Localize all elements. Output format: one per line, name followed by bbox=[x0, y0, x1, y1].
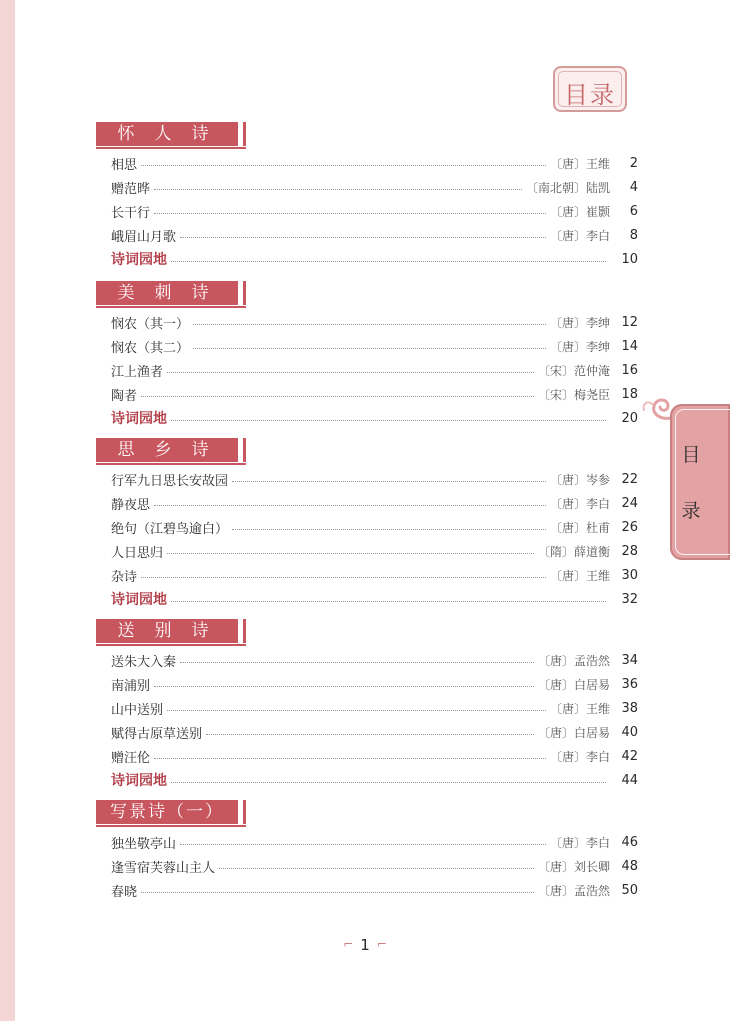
leader-dots bbox=[167, 710, 546, 711]
entry-author: 〔宋〕梅尧臣 bbox=[537, 387, 610, 402]
toc-entry[interactable] bbox=[111, 832, 638, 852]
entry-author: 〔唐〕白居易 bbox=[537, 725, 610, 740]
entry-author: 〔唐〕王维 bbox=[549, 568, 610, 583]
leader-dots bbox=[154, 758, 546, 759]
leader-dots bbox=[193, 324, 546, 325]
entry-page: 46 bbox=[621, 834, 638, 850]
entry-title: 诗词园地 bbox=[111, 773, 167, 789]
entry-page: 38 bbox=[621, 700, 638, 716]
section-title: 怀人诗 bbox=[117, 124, 229, 144]
toc-entry-garden[interactable] bbox=[111, 408, 638, 428]
entry-author: 〔唐〕李白 bbox=[549, 835, 610, 850]
page-title: 目录 bbox=[564, 81, 616, 109]
entry-page: 32 bbox=[621, 591, 638, 607]
toc-entry[interactable] bbox=[111, 517, 638, 537]
toc-title-stamp bbox=[553, 66, 627, 112]
leader-dots bbox=[154, 189, 522, 190]
entry-page: 18 bbox=[621, 386, 638, 402]
leader-dots bbox=[219, 868, 534, 869]
entry-title: 峨眉山月歌 bbox=[111, 229, 177, 245]
leader-dots bbox=[141, 577, 546, 578]
leader-dots bbox=[171, 601, 606, 602]
toc-entry[interactable] bbox=[111, 746, 638, 766]
leader-dots bbox=[180, 844, 546, 845]
leader-dots bbox=[167, 372, 534, 373]
entry-title: 诗词园地 bbox=[111, 411, 167, 427]
page-footer bbox=[0, 936, 730, 954]
entry-author: 〔唐〕李绅 bbox=[549, 315, 610, 330]
toc-entry[interactable] bbox=[111, 493, 638, 513]
entry-author: 〔唐〕李白 bbox=[549, 749, 610, 764]
section-title: 送别诗 bbox=[117, 621, 229, 641]
leader-dots bbox=[171, 261, 606, 262]
entry-page: 20 bbox=[621, 410, 638, 426]
entry-page: 28 bbox=[621, 543, 638, 559]
side-tab bbox=[670, 404, 730, 560]
entry-page: 6 bbox=[629, 203, 638, 219]
entry-page: 48 bbox=[621, 858, 638, 874]
entry-page: 42 bbox=[621, 748, 638, 764]
entry-title: 静夜思 bbox=[111, 497, 151, 513]
entry-title: 赠汪伦 bbox=[111, 750, 151, 766]
toc-entry[interactable] bbox=[111, 360, 638, 380]
toc-entry[interactable] bbox=[111, 312, 638, 332]
entry-title: 悯农（其一） bbox=[111, 316, 190, 332]
entry-page: 10 bbox=[621, 251, 638, 267]
entry-title: 赠范晔 bbox=[111, 181, 151, 197]
toc-entry[interactable] bbox=[111, 201, 638, 221]
entry-author: 〔唐〕崔颢 bbox=[549, 204, 610, 219]
entry-title: 山中送别 bbox=[111, 702, 164, 718]
entry-page: 30 bbox=[621, 567, 638, 583]
entry-page: 14 bbox=[621, 338, 638, 354]
leader-dots bbox=[206, 734, 534, 735]
section-header bbox=[96, 619, 246, 645]
entry-page: 4 bbox=[629, 179, 638, 195]
leader-dots bbox=[171, 782, 606, 783]
left-margin-band bbox=[0, 0, 15, 1021]
entry-title: 送朱大入秦 bbox=[111, 654, 177, 670]
entry-title: 杂诗 bbox=[111, 569, 138, 585]
page-number: 1 bbox=[360, 936, 370, 954]
entry-title: 诗词园地 bbox=[111, 252, 167, 268]
entry-page: 40 bbox=[621, 724, 638, 740]
leader-dots bbox=[167, 553, 534, 554]
toc-entry[interactable] bbox=[111, 674, 638, 694]
entry-page: 50 bbox=[621, 882, 638, 898]
toc-entry[interactable] bbox=[111, 722, 638, 742]
leader-dots bbox=[232, 529, 546, 530]
entry-title: 长干行 bbox=[111, 205, 151, 221]
leader-dots bbox=[180, 237, 546, 238]
entry-title: 相思 bbox=[111, 157, 138, 173]
entry-title: 赋得古原草送别 bbox=[111, 726, 203, 742]
entry-author: 〔唐〕杜甫 bbox=[549, 520, 610, 535]
entry-page: 24 bbox=[621, 495, 638, 511]
section-title: 思乡诗 bbox=[117, 440, 229, 460]
entry-title: 绝句（江碧鸟逾白） bbox=[111, 521, 229, 537]
entry-author: 〔宋〕范仲淹 bbox=[537, 363, 610, 378]
toc-entry[interactable] bbox=[111, 565, 638, 585]
entry-title: 独坐敬亭山 bbox=[111, 836, 177, 852]
leader-dots bbox=[141, 396, 534, 397]
leader-dots bbox=[154, 686, 534, 687]
entry-page: 16 bbox=[621, 362, 638, 378]
leader-dots bbox=[193, 348, 546, 349]
toc-entry-garden[interactable] bbox=[111, 249, 638, 269]
leader-dots bbox=[154, 505, 546, 506]
entry-author: 〔唐〕李白 bbox=[549, 228, 610, 243]
entry-author: 〔唐〕孟浩然 bbox=[537, 883, 610, 898]
entry-author: 〔唐〕王维 bbox=[549, 156, 610, 171]
entry-title: 人日思归 bbox=[111, 545, 164, 561]
entry-author: 〔唐〕岑参 bbox=[549, 472, 610, 487]
section-header bbox=[96, 800, 246, 826]
toc-entry[interactable] bbox=[111, 650, 638, 670]
entry-page: 12 bbox=[621, 314, 638, 330]
entry-author: 〔唐〕刘长卿 bbox=[537, 859, 610, 874]
entry-author: 〔唐〕孟浩然 bbox=[537, 653, 610, 668]
toc-entry[interactable] bbox=[111, 153, 638, 173]
section-title: 美刺诗 bbox=[117, 283, 229, 303]
leader-dots bbox=[141, 892, 534, 893]
side-tab-char-1: 目 bbox=[681, 444, 701, 466]
section-header bbox=[96, 438, 246, 464]
toc-entry[interactable] bbox=[111, 856, 638, 876]
section-header bbox=[96, 122, 246, 148]
toc-entry-garden[interactable] bbox=[111, 770, 638, 790]
entry-title: 春晓 bbox=[111, 884, 138, 900]
toc-entry[interactable] bbox=[111, 177, 638, 197]
section-title: 写景诗（一） bbox=[110, 802, 224, 822]
entry-author: 〔唐〕李白 bbox=[549, 496, 610, 511]
entry-title: 江上渔者 bbox=[111, 364, 164, 380]
entry-author: 〔唐〕白居易 bbox=[537, 677, 610, 692]
entry-page: 22 bbox=[621, 471, 638, 487]
leader-dots bbox=[154, 213, 546, 214]
entry-title: 南浦别 bbox=[111, 678, 151, 694]
entry-title: 陶者 bbox=[111, 388, 138, 404]
toc-entry[interactable] bbox=[111, 225, 638, 245]
entry-page: 26 bbox=[621, 519, 638, 535]
side-tab-char-2: 录 bbox=[681, 500, 701, 522]
entry-page: 8 bbox=[629, 227, 638, 243]
leader-dots bbox=[171, 420, 606, 421]
toc-entry[interactable] bbox=[111, 384, 638, 404]
entry-author: 〔南北朝〕陆凯 bbox=[525, 180, 610, 195]
entry-page: 44 bbox=[621, 772, 638, 788]
toc-entry[interactable] bbox=[111, 541, 638, 561]
section-header bbox=[96, 281, 246, 307]
footer-left-ornament: ⌐ bbox=[343, 937, 354, 951]
footer-right-ornament: ⌐ bbox=[376, 937, 387, 951]
leader-dots bbox=[180, 662, 534, 663]
entry-page: 2 bbox=[629, 155, 638, 171]
leader-dots bbox=[141, 165, 546, 166]
leader-dots bbox=[232, 481, 546, 482]
toc-entry[interactable] bbox=[111, 880, 638, 900]
entry-page: 36 bbox=[621, 676, 638, 692]
entry-title: 行军九日思长安故园 bbox=[111, 473, 229, 489]
toc-entry-garden[interactable] bbox=[111, 589, 638, 609]
entry-author: 〔隋〕薛道衡 bbox=[537, 544, 610, 559]
entry-author: 〔唐〕王维 bbox=[549, 701, 610, 716]
toc-entry[interactable] bbox=[111, 469, 638, 489]
entry-page: 34 bbox=[621, 652, 638, 668]
toc-entry[interactable] bbox=[111, 698, 638, 718]
entry-author: 〔唐〕李绅 bbox=[549, 339, 610, 354]
entry-title: 逢雪宿芙蓉山主人 bbox=[111, 860, 216, 876]
toc-entry[interactable] bbox=[111, 336, 638, 356]
entry-title: 诗词园地 bbox=[111, 592, 167, 608]
entry-title: 悯农（其二） bbox=[111, 340, 190, 356]
